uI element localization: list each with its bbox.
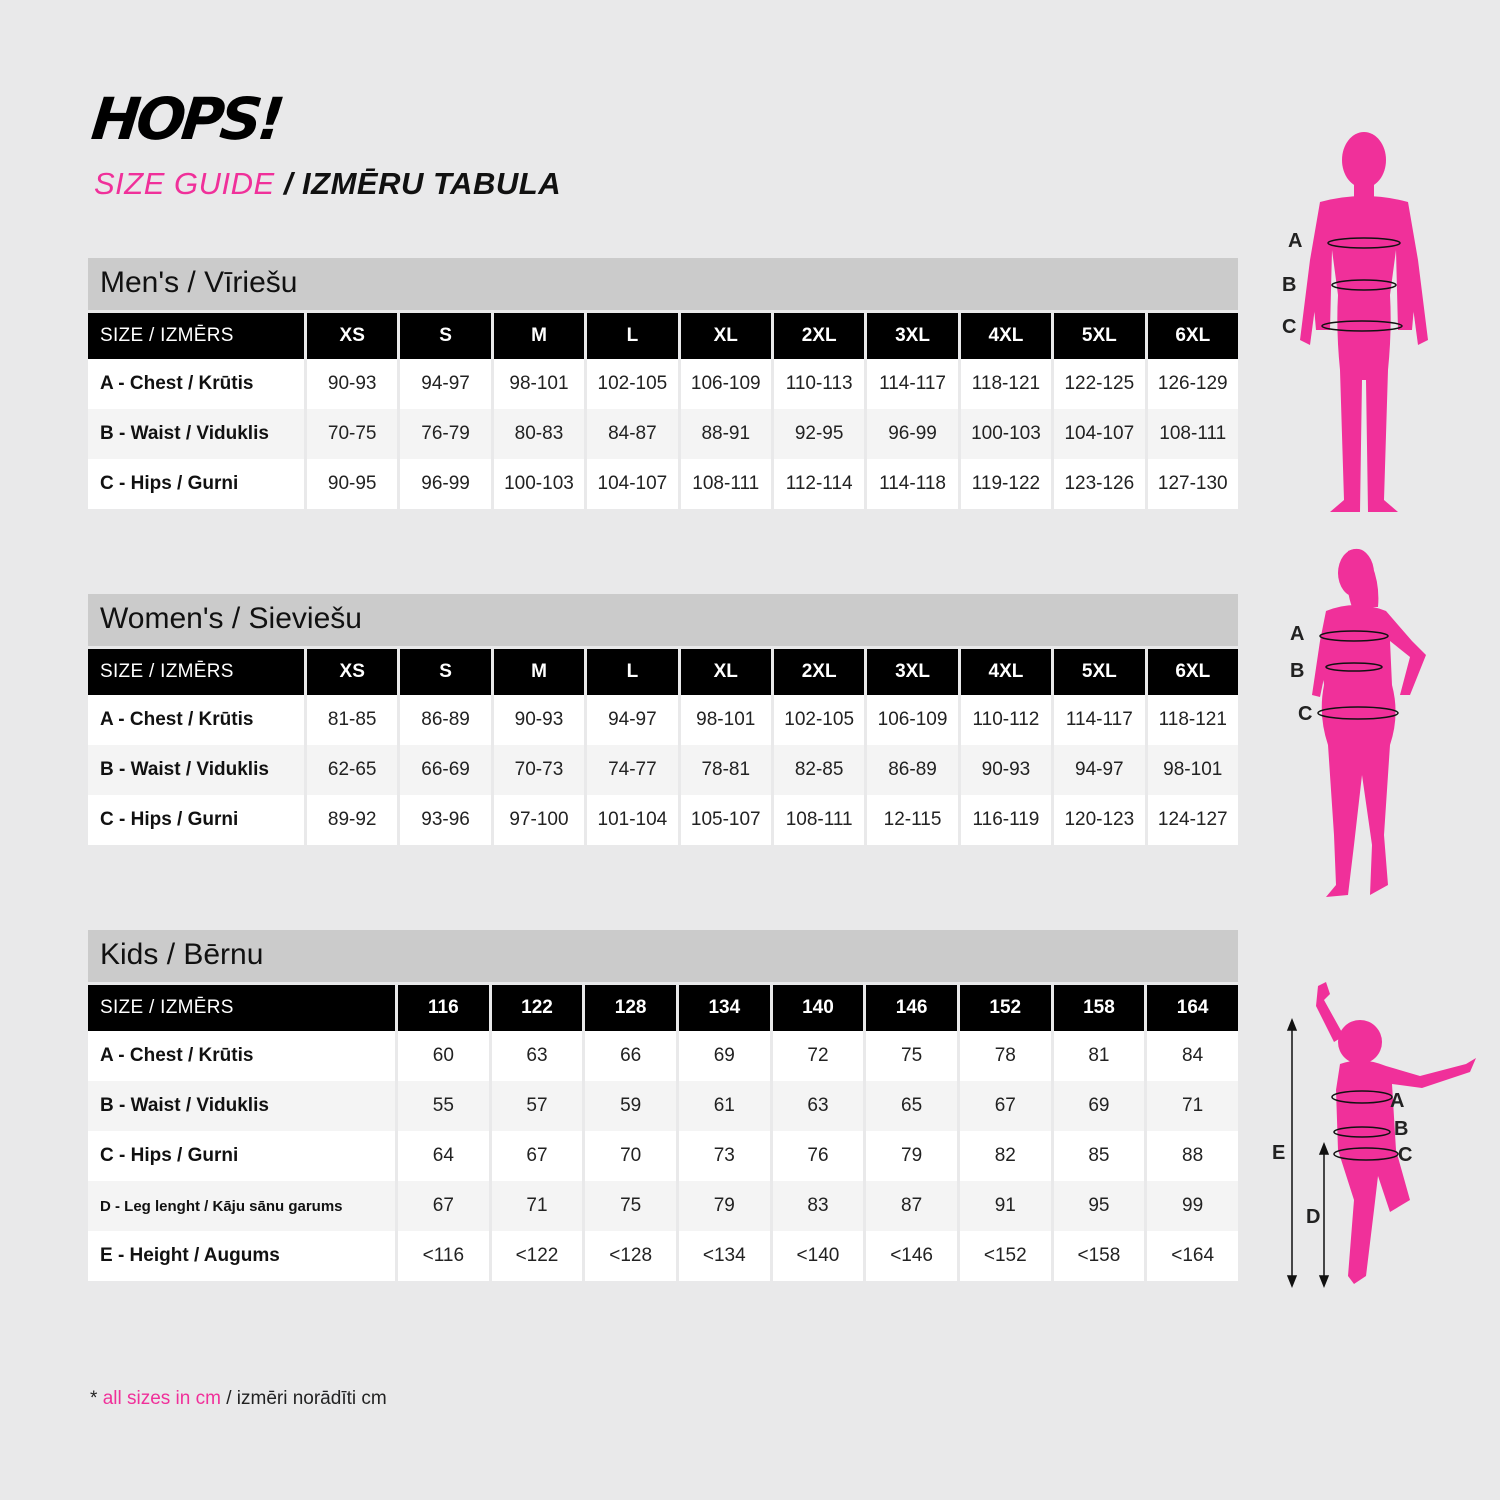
size-value-cell: 116-119 <box>961 795 1051 845</box>
size-value-cell: 79 <box>866 1131 957 1181</box>
kids-header-row <box>88 982 1238 1031</box>
size-value-cell: 67 <box>398 1181 489 1231</box>
size-value-cell: 78 <box>960 1031 1051 1081</box>
size-value-cell: 112-114 <box>774 459 864 509</box>
size-column-header: M <box>494 310 584 359</box>
size-value-cell: 69 <box>1054 1081 1145 1131</box>
size-value-cell: 63 <box>773 1081 864 1131</box>
mens-title: Men's / Vīriešu <box>88 258 1238 310</box>
size-value-cell: 91 <box>960 1181 1051 1231</box>
size-value-cell: 62-65 <box>307 745 397 795</box>
table-row <box>88 459 1238 509</box>
size-value-cell: 76 <box>773 1131 864 1181</box>
kids-size-table <box>85 982 1241 1281</box>
size-value-cell: 110-112 <box>961 695 1051 745</box>
size-value-cell: 108-111 <box>774 795 864 845</box>
size-value-cell: 106-109 <box>681 359 771 409</box>
size-value-cell: 118-121 <box>961 359 1051 409</box>
size-value-cell: 73 <box>679 1131 770 1181</box>
size-value-cell: <158 <box>1054 1231 1145 1281</box>
size-value-cell: <134 <box>679 1231 770 1281</box>
womens-title: Women's / Sieviešu <box>88 594 1238 646</box>
measurement-label: B - Waist / Viduklis <box>88 745 304 795</box>
size-value-cell: 67 <box>960 1081 1051 1131</box>
size-column-header: L <box>587 646 677 695</box>
size-value-cell: 104-107 <box>1054 409 1144 459</box>
kids-section <box>88 930 1238 1281</box>
size-column-header: 128 <box>585 982 676 1031</box>
size-column-header: 164 <box>1147 982 1238 1031</box>
subtitle-lv: IZMĒRU TABULA <box>302 166 562 201</box>
size-column-header: S <box>400 646 490 695</box>
table-row <box>88 795 1238 845</box>
size-value-cell: <146 <box>866 1231 957 1281</box>
measurement-label: C - Hips / Gurni <box>88 1131 395 1181</box>
size-column-header: 2XL <box>774 646 864 695</box>
size-value-cell: 94-97 <box>1054 745 1144 795</box>
size-value-cell: 82-85 <box>774 745 864 795</box>
size-value-cell: 122-125 <box>1054 359 1144 409</box>
size-value-cell: 108-111 <box>681 459 771 509</box>
size-value-cell: 127-130 <box>1148 459 1238 509</box>
size-column-header: S <box>400 310 490 359</box>
size-column-header: XS <box>307 310 397 359</box>
size-value-cell: 85 <box>1054 1131 1145 1181</box>
size-value-cell: 71 <box>1147 1081 1238 1131</box>
size-value-cell: 66 <box>585 1031 676 1081</box>
size-value-cell: 88-91 <box>681 409 771 459</box>
size-column-header: XS <box>307 646 397 695</box>
size-value-cell: <122 <box>492 1231 583 1281</box>
size-value-cell: 81 <box>1054 1031 1145 1081</box>
size-value-cell: 57 <box>492 1081 583 1131</box>
table-row <box>88 359 1238 409</box>
size-value-cell: 114-117 <box>1054 695 1144 745</box>
size-value-cell: 86-89 <box>867 745 957 795</box>
size-value-cell: 118-121 <box>1148 695 1238 745</box>
size-header-label: SIZE / IZMĒRS <box>88 310 304 359</box>
size-column-header: 5XL <box>1054 646 1144 695</box>
size-value-cell: 89-92 <box>307 795 397 845</box>
size-value-cell: 108-111 <box>1148 409 1238 459</box>
size-value-cell: 80-83 <box>494 409 584 459</box>
size-column-header: 4XL <box>961 646 1051 695</box>
table-row <box>88 745 1238 795</box>
size-column-header: 5XL <box>1054 310 1144 359</box>
size-column-header: 152 <box>960 982 1051 1031</box>
size-column-header: 2XL <box>774 310 864 359</box>
size-value-cell: 84 <box>1147 1031 1238 1081</box>
size-value-cell: 86-89 <box>400 695 490 745</box>
size-value-cell: 114-118 <box>867 459 957 509</box>
table-row <box>88 1181 1238 1231</box>
size-value-cell: 123-126 <box>1054 459 1144 509</box>
size-value-cell: 92-95 <box>774 409 864 459</box>
size-value-cell: 70 <box>585 1131 676 1181</box>
size-value-cell: 74-77 <box>587 745 677 795</box>
size-value-cell: 82 <box>960 1131 1051 1181</box>
size-value-cell: 70-73 <box>494 745 584 795</box>
size-value-cell: 78-81 <box>681 745 771 795</box>
size-value-cell: 98-101 <box>1148 745 1238 795</box>
table-row <box>88 1131 1238 1181</box>
size-value-cell: 105-107 <box>681 795 771 845</box>
size-column-header: L <box>587 310 677 359</box>
size-value-cell: 67 <box>492 1131 583 1181</box>
size-value-cell: 79 <box>679 1181 770 1231</box>
size-value-cell: 60 <box>398 1031 489 1081</box>
size-value-cell: 55 <box>398 1081 489 1131</box>
womens-label-b: B <box>1290 660 1305 682</box>
size-value-cell: 94-97 <box>587 695 677 745</box>
size-value-cell: 61 <box>679 1081 770 1131</box>
size-value-cell: <164 <box>1147 1231 1238 1281</box>
size-value-cell: 99 <box>1147 1181 1238 1231</box>
table-row <box>88 1031 1238 1081</box>
size-column-header: 158 <box>1054 982 1145 1031</box>
size-value-cell: 90-93 <box>494 695 584 745</box>
size-value-cell: 70-75 <box>307 409 397 459</box>
kids-label-e: E <box>1272 1142 1286 1164</box>
size-value-cell: 102-105 <box>587 359 677 409</box>
footnote <box>90 1388 387 1410</box>
kids-label-d: D <box>1306 1206 1321 1228</box>
table-row <box>88 409 1238 459</box>
size-value-cell: 87 <box>866 1181 957 1231</box>
size-column-header: 122 <box>492 982 583 1031</box>
size-column-header: 6XL <box>1148 310 1238 359</box>
mens-label-c: C <box>1282 316 1297 338</box>
size-value-cell: 64 <box>398 1131 489 1181</box>
size-value-cell: 100-103 <box>494 459 584 509</box>
table-row <box>88 1081 1238 1131</box>
footnote-star: * <box>90 1388 103 1409</box>
size-value-cell: 101-104 <box>587 795 677 845</box>
size-column-header: 3XL <box>867 646 957 695</box>
size-value-cell: 71 <box>492 1181 583 1231</box>
womens-section <box>88 594 1238 845</box>
size-column-header: 116 <box>398 982 489 1031</box>
size-value-cell: 90-95 <box>307 459 397 509</box>
size-value-cell: <140 <box>773 1231 864 1281</box>
size-value-cell: 84-87 <box>587 409 677 459</box>
size-column-header: 3XL <box>867 310 957 359</box>
womens-label-c: C <box>1298 703 1313 725</box>
womens-body-figure <box>1290 545 1440 900</box>
brand-logo: HOPS! <box>88 85 285 153</box>
size-column-header: XL <box>681 310 771 359</box>
size-value-cell: 75 <box>585 1181 676 1231</box>
size-column-header: 146 <box>866 982 957 1031</box>
size-value-cell: 114-117 <box>867 359 957 409</box>
size-value-cell: 126-129 <box>1148 359 1238 409</box>
subtitle-separator: / <box>274 166 303 201</box>
size-value-cell: 100-103 <box>961 409 1051 459</box>
size-value-cell: <128 <box>585 1231 676 1281</box>
size-value-cell: 104-107 <box>587 459 677 509</box>
footnote-en: all sizes in cm <box>102 1388 221 1409</box>
size-value-cell: 120-123 <box>1054 795 1144 845</box>
size-header-label: SIZE / IZMĒRS <box>88 646 304 695</box>
page-subtitle <box>94 166 561 202</box>
mens-label-a: A <box>1288 230 1303 252</box>
size-value-cell: 98-101 <box>681 695 771 745</box>
size-value-cell: 83 <box>773 1181 864 1231</box>
kids-label-a: A <box>1390 1090 1405 1112</box>
mens-section <box>88 258 1238 509</box>
size-column-header: 134 <box>679 982 770 1031</box>
womens-header-row <box>88 646 1238 695</box>
size-value-cell: 65 <box>866 1081 957 1131</box>
kids-body-figure <box>1270 980 1485 1290</box>
size-header-label: SIZE / IZMĒRS <box>88 982 395 1031</box>
measurement-label: C - Hips / Gurni <box>88 459 304 509</box>
size-value-cell: 96-99 <box>400 459 490 509</box>
size-value-cell: 94-97 <box>400 359 490 409</box>
size-value-cell: 69 <box>679 1031 770 1081</box>
mens-label-b: B <box>1282 274 1297 296</box>
measurement-label: A - Chest / Krūtis <box>88 1031 395 1081</box>
size-value-cell: 76-79 <box>400 409 490 459</box>
size-value-cell: 119-122 <box>961 459 1051 509</box>
kids-label-c: C <box>1398 1144 1413 1166</box>
size-value-cell: 106-109 <box>867 695 957 745</box>
size-value-cell: 102-105 <box>774 695 864 745</box>
table-row <box>88 1231 1238 1281</box>
kids-title: Kids / Bērnu <box>88 930 1238 982</box>
size-value-cell: 66-69 <box>400 745 490 795</box>
measurement-label: A - Chest / Krūtis <box>88 695 304 745</box>
measurement-label: C - Hips / Gurni <box>88 795 304 845</box>
size-column-header: M <box>494 646 584 695</box>
measurement-label: D - Leg lenght / Kāju sānu garums <box>88 1181 395 1231</box>
size-value-cell: 72 <box>773 1031 864 1081</box>
mens-body-figure <box>1280 130 1460 520</box>
size-column-header: 140 <box>773 982 864 1031</box>
size-value-cell: 12-115 <box>867 795 957 845</box>
size-value-cell: 90-93 <box>307 359 397 409</box>
size-value-cell: 110-113 <box>774 359 864 409</box>
measurement-label: B - Waist / Viduklis <box>88 409 304 459</box>
subtitle-en: SIZE GUIDE <box>94 166 275 201</box>
size-value-cell: 75 <box>866 1031 957 1081</box>
size-value-cell: 59 <box>585 1081 676 1131</box>
womens-label-a: A <box>1290 623 1305 645</box>
measurement-label: E - Height / Augums <box>88 1231 395 1281</box>
kids-label-b: B <box>1394 1118 1409 1140</box>
mens-header-row <box>88 310 1238 359</box>
mens-size-table <box>85 310 1241 509</box>
size-value-cell: 81-85 <box>307 695 397 745</box>
footnote-lv: izmēri norādīti cm <box>236 1388 387 1409</box>
size-value-cell: 63 <box>492 1031 583 1081</box>
size-column-header: 4XL <box>961 310 1051 359</box>
size-value-cell: 93-96 <box>400 795 490 845</box>
size-value-cell: 88 <box>1147 1131 1238 1181</box>
size-value-cell: 97-100 <box>494 795 584 845</box>
size-value-cell: <116 <box>398 1231 489 1281</box>
womens-size-table <box>85 646 1241 845</box>
size-value-cell: 95 <box>1054 1181 1145 1231</box>
size-value-cell: <152 <box>960 1231 1051 1281</box>
footnote-separator: / <box>220 1388 237 1409</box>
size-value-cell: 98-101 <box>494 359 584 409</box>
table-row <box>88 695 1238 745</box>
size-column-header: 6XL <box>1148 646 1238 695</box>
measurement-label: A - Chest / Krūtis <box>88 359 304 409</box>
size-value-cell: 96-99 <box>867 409 957 459</box>
size-value-cell: 90-93 <box>961 745 1051 795</box>
size-column-header: XL <box>681 646 771 695</box>
measurement-label: B - Waist / Viduklis <box>88 1081 395 1131</box>
size-value-cell: 124-127 <box>1148 795 1238 845</box>
